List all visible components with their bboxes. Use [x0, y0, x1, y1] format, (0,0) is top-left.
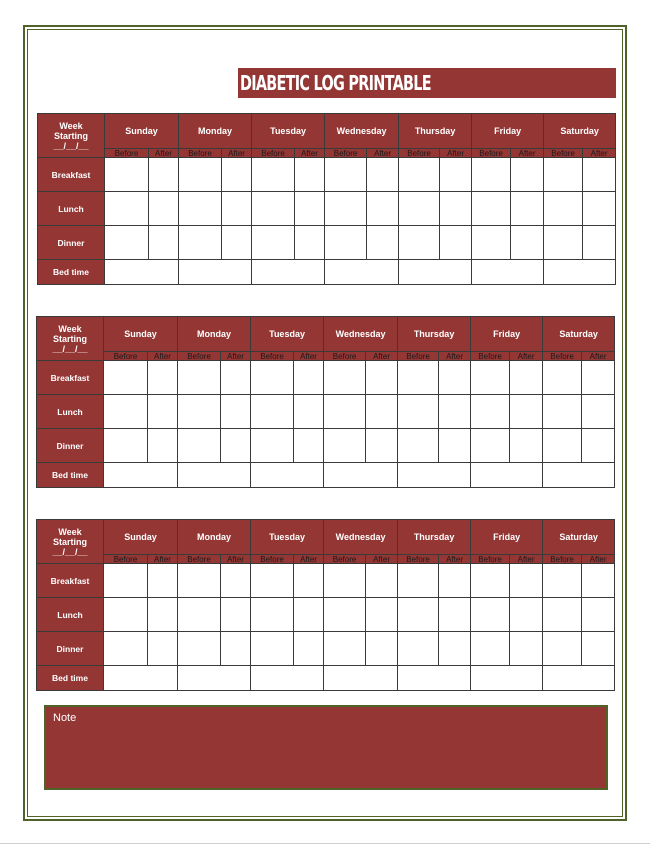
- reading-cell-before[interactable]: [472, 158, 511, 192]
- reading-cell-after[interactable]: [366, 361, 398, 395]
- reading-cell-before[interactable]: [398, 598, 439, 632]
- after-label: After: [148, 352, 178, 361]
- log-table-2: [36, 316, 615, 488]
- reading-cell-after[interactable]: [148, 361, 178, 395]
- after-label: After: [148, 555, 178, 564]
- week-label-line: Week: [59, 120, 83, 131]
- reading-cell-before[interactable]: [543, 564, 582, 598]
- reading-cell-after[interactable]: [582, 632, 615, 666]
- bedtime-cell[interactable]: [398, 463, 471, 488]
- reading-cell-after[interactable]: [510, 632, 543, 666]
- week-label-line: Week: [58, 526, 82, 537]
- after-label: After: [221, 555, 251, 564]
- reading-cell-after[interactable]: [295, 192, 325, 226]
- before-label: Before: [324, 555, 366, 564]
- meal-row-breakfast: [37, 564, 615, 598]
- reading-cell-after[interactable]: [149, 226, 179, 260]
- before-label: Before: [399, 149, 440, 158]
- reading-cell-before[interactable]: [471, 395, 510, 429]
- after-label: After: [510, 352, 543, 361]
- reading-cell-after[interactable]: [510, 564, 543, 598]
- reading-cell-after[interactable]: [366, 564, 398, 598]
- before-label: Before: [324, 352, 366, 361]
- day-header-monday: Monday: [179, 114, 252, 149]
- meal-label: Lunch: [37, 395, 104, 429]
- note-box[interactable]: [44, 705, 608, 790]
- reading-cell-before[interactable]: [251, 598, 294, 632]
- reading-cell-before[interactable]: [471, 361, 510, 395]
- reading-cell-before[interactable]: [399, 158, 440, 192]
- week-starting-label: [38, 114, 105, 158]
- bedtime-cell[interactable]: [544, 260, 616, 285]
- bedtime-cell[interactable]: [472, 260, 544, 285]
- reading-cell-before[interactable]: [178, 361, 221, 395]
- bedtime-cell[interactable]: [471, 463, 543, 488]
- reading-cell-after[interactable]: [149, 158, 179, 192]
- reading-cell-before[interactable]: [544, 226, 583, 260]
- bedtime-cell[interactable]: [178, 463, 251, 488]
- meal-label: Breakfast: [37, 361, 104, 395]
- reading-cell-before[interactable]: [472, 226, 511, 260]
- reading-cell-before[interactable]: [324, 395, 366, 429]
- meal-label: Dinner: [37, 632, 104, 666]
- before-label: Before: [105, 149, 149, 158]
- reading-cell-before[interactable]: [104, 361, 148, 395]
- reading-cell-after[interactable]: [149, 192, 179, 226]
- after-label: After: [367, 149, 399, 158]
- reading-cell-before[interactable]: [251, 429, 294, 463]
- reading-cell-after[interactable]: [366, 429, 398, 463]
- reading-cell-after[interactable]: [294, 632, 324, 666]
- reading-cell-before[interactable]: [544, 192, 583, 226]
- reading-cell-after[interactable]: [295, 158, 325, 192]
- before-label: Before: [252, 149, 295, 158]
- day-header-wednesday: Wednesday: [324, 520, 398, 555]
- reading-cell-after[interactable]: [148, 598, 178, 632]
- reading-cell-before[interactable]: [325, 226, 367, 260]
- meal-row-bedtime: [37, 666, 615, 691]
- before-label: Before: [543, 352, 582, 361]
- after-label: After: [439, 352, 471, 361]
- reading-cell-after[interactable]: [511, 226, 544, 260]
- before-label: Before: [325, 149, 367, 158]
- bedtime-cell[interactable]: [251, 463, 324, 488]
- after-label: After: [583, 149, 616, 158]
- day-header-tuesday: Tuesday: [252, 114, 325, 149]
- bedtime-cell[interactable]: [398, 666, 471, 691]
- bedtime-cell[interactable]: [105, 260, 179, 285]
- reading-cell-before[interactable]: [179, 158, 222, 192]
- reading-cell-before[interactable]: [178, 395, 221, 429]
- reading-cell-after[interactable]: [583, 158, 616, 192]
- reading-cell-after[interactable]: [148, 632, 178, 666]
- after-label: After: [221, 352, 251, 361]
- before-label: Before: [178, 555, 221, 564]
- meal-row-dinner: [37, 429, 615, 463]
- reading-cell-before[interactable]: [543, 395, 582, 429]
- after-label: After: [582, 352, 615, 361]
- after-label: After: [149, 149, 179, 158]
- before-label: Before: [251, 555, 294, 564]
- day-header-thursday: Thursday: [398, 317, 471, 352]
- reading-cell-after[interactable]: [582, 598, 615, 632]
- reading-cell-after[interactable]: [367, 192, 399, 226]
- day-header-sunday: Sunday: [104, 520, 178, 555]
- reading-cell-before[interactable]: [178, 564, 221, 598]
- reading-cell-before[interactable]: [471, 632, 510, 666]
- week-label-line: Week: [58, 323, 82, 334]
- reading-cell-after[interactable]: [583, 226, 616, 260]
- bedtime-label: Bed time: [37, 666, 104, 691]
- day-header-tuesday: Tuesday: [251, 317, 324, 352]
- reading-cell-after[interactable]: [294, 361, 324, 395]
- bedtime-cell[interactable]: [324, 666, 398, 691]
- reading-cell-before[interactable]: [398, 564, 439, 598]
- reading-cell-after[interactable]: [510, 361, 543, 395]
- before-label: Before: [398, 352, 439, 361]
- reading-cell-after[interactable]: [148, 395, 178, 429]
- meal-label: Breakfast: [37, 564, 104, 598]
- after-label: After: [582, 555, 615, 564]
- after-label: After: [294, 555, 324, 564]
- day-header-monday: Monday: [178, 520, 251, 555]
- week-label-line: Starting: [52, 333, 87, 344]
- before-label: Before: [471, 352, 510, 361]
- reading-cell-after[interactable]: [439, 598, 471, 632]
- reading-cell-before[interactable]: [399, 192, 440, 226]
- meal-row-lunch: [37, 598, 615, 632]
- bedtime-label: Bed time: [37, 463, 104, 488]
- reading-cell-after[interactable]: [583, 192, 616, 226]
- reading-cell-after[interactable]: [221, 632, 251, 666]
- log-table-3: [36, 519, 615, 691]
- bedtime-cell[interactable]: [251, 666, 324, 691]
- day-header-friday: Friday: [471, 317, 543, 352]
- reading-cell-before[interactable]: [251, 395, 294, 429]
- day-header-saturday: Saturday: [543, 520, 615, 555]
- reading-cell-before[interactable]: [324, 598, 366, 632]
- meal-row-dinner: [37, 632, 615, 666]
- bedtime-cell[interactable]: [543, 666, 615, 691]
- before-label: Before: [104, 352, 148, 361]
- reading-cell-before[interactable]: [105, 158, 149, 192]
- before-label: Before: [104, 555, 148, 564]
- reading-cell-after[interactable]: [221, 429, 251, 463]
- reading-cell-before[interactable]: [179, 226, 222, 260]
- reading-cell-before[interactable]: [544, 158, 583, 192]
- reading-cell-before[interactable]: [543, 632, 582, 666]
- reading-cell-after[interactable]: [510, 598, 543, 632]
- week-label-line: __/__/__: [52, 343, 88, 354]
- reading-cell-after[interactable]: [294, 429, 324, 463]
- reading-cell-after[interactable]: [511, 192, 544, 226]
- week-starting-label: [37, 317, 104, 361]
- meal-row-lunch: [37, 395, 615, 429]
- meal-label: Dinner: [38, 226, 105, 260]
- reading-cell-before[interactable]: [104, 632, 148, 666]
- reading-cell-after[interactable]: [221, 361, 251, 395]
- reading-cell-before[interactable]: [324, 361, 366, 395]
- bedtime-cell[interactable]: [543, 463, 615, 488]
- week-label-line: Starting: [53, 130, 88, 141]
- reading-cell-before[interactable]: [543, 429, 582, 463]
- reading-cell-before[interactable]: [251, 632, 294, 666]
- reading-cell-after[interactable]: [440, 226, 472, 260]
- before-label: Before: [179, 149, 222, 158]
- reading-cell-after[interactable]: [439, 564, 471, 598]
- reading-cell-before[interactable]: [398, 429, 439, 463]
- day-header-saturday: Saturday: [543, 317, 615, 352]
- reading-cell-before[interactable]: [399, 226, 440, 260]
- reading-cell-after[interactable]: [366, 598, 398, 632]
- meal-row-bedtime: [37, 463, 615, 488]
- bedtime-cell[interactable]: [471, 666, 543, 691]
- log-table-1: [37, 113, 616, 285]
- reading-cell-after[interactable]: [511, 158, 544, 192]
- before-label: Before: [472, 149, 511, 158]
- reading-cell-after[interactable]: [294, 564, 324, 598]
- reading-cell-after[interactable]: [440, 192, 472, 226]
- reading-cell-after[interactable]: [222, 226, 252, 260]
- bedtime-cell[interactable]: [104, 666, 178, 691]
- reading-cell-after[interactable]: [367, 226, 399, 260]
- after-label: After: [295, 149, 325, 158]
- day-header-friday: Friday: [471, 520, 543, 555]
- after-label: After: [366, 352, 398, 361]
- reading-cell-before[interactable]: [178, 632, 221, 666]
- meal-row-lunch: [38, 192, 616, 226]
- reading-cell-before[interactable]: [398, 361, 439, 395]
- meal-label: Lunch: [38, 192, 105, 226]
- day-header-thursday: Thursday: [399, 114, 472, 149]
- reading-cell-after[interactable]: [440, 158, 472, 192]
- reading-cell-before[interactable]: [472, 192, 511, 226]
- reading-cell-before[interactable]: [179, 192, 222, 226]
- reading-cell-before[interactable]: [252, 158, 295, 192]
- reading-cell-before[interactable]: [324, 632, 366, 666]
- bedtime-cell[interactable]: [399, 260, 472, 285]
- reading-cell-before[interactable]: [543, 598, 582, 632]
- reading-cell-before[interactable]: [104, 429, 148, 463]
- before-label: Before: [398, 555, 439, 564]
- day-header-wednesday: Wednesday: [324, 317, 398, 352]
- reading-cell-after[interactable]: [510, 395, 543, 429]
- reading-cell-before[interactable]: [178, 429, 221, 463]
- reading-cell-before[interactable]: [104, 598, 148, 632]
- reading-cell-after[interactable]: [295, 226, 325, 260]
- before-label: Before: [543, 555, 582, 564]
- week-label-line: __/__/__: [52, 546, 88, 557]
- reading-cell-before[interactable]: [252, 192, 295, 226]
- after-label: After: [366, 555, 398, 564]
- after-label: After: [222, 149, 252, 158]
- day-header-saturday: Saturday: [544, 114, 616, 149]
- reading-cell-before[interactable]: [398, 395, 439, 429]
- reading-cell-after[interactable]: [582, 564, 615, 598]
- reading-cell-after[interactable]: [294, 598, 324, 632]
- meal-label: Breakfast: [38, 158, 105, 192]
- title-banner: [238, 68, 616, 98]
- day-header-sunday: Sunday: [104, 317, 178, 352]
- after-label: After: [440, 149, 472, 158]
- reading-cell-after[interactable]: [439, 632, 471, 666]
- reading-cell-after[interactable]: [222, 192, 252, 226]
- reading-cell-before[interactable]: [104, 395, 148, 429]
- reading-cell-before[interactable]: [251, 361, 294, 395]
- bedtime-cell[interactable]: [179, 260, 252, 285]
- week-starting-label: [37, 520, 104, 564]
- meal-label: Lunch: [37, 598, 104, 632]
- reading-cell-before[interactable]: [105, 226, 149, 260]
- week-label-line: Starting: [52, 536, 87, 547]
- reading-cell-before[interactable]: [543, 361, 582, 395]
- reading-cell-before[interactable]: [325, 158, 367, 192]
- reading-cell-after[interactable]: [221, 564, 251, 598]
- reading-cell-after[interactable]: [366, 632, 398, 666]
- reading-cell-after[interactable]: [439, 395, 471, 429]
- day-header-sunday: Sunday: [105, 114, 179, 149]
- week-label-line: __/__/__: [53, 140, 89, 151]
- reading-cell-after[interactable]: [148, 564, 178, 598]
- reading-cell-before[interactable]: [398, 632, 439, 666]
- day-header-wednesday: Wednesday: [325, 114, 399, 149]
- day-header-friday: Friday: [472, 114, 544, 149]
- meal-row-breakfast: [38, 158, 616, 192]
- reading-cell-after[interactable]: [221, 395, 251, 429]
- meal-row-dinner: [38, 226, 616, 260]
- meal-row-bedtime: [38, 260, 616, 285]
- reading-cell-before[interactable]: [105, 192, 149, 226]
- reading-cell-after[interactable]: [510, 429, 543, 463]
- reading-cell-after[interactable]: [294, 395, 324, 429]
- reading-cell-before[interactable]: [252, 226, 295, 260]
- reading-cell-after[interactable]: [582, 429, 615, 463]
- reading-cell-before[interactable]: [471, 429, 510, 463]
- bedtime-cell[interactable]: [325, 260, 399, 285]
- page-title: DIABETIC LOG PRINTABLE: [240, 71, 431, 95]
- reading-cell-before[interactable]: [325, 192, 367, 226]
- after-label: After: [511, 149, 544, 158]
- before-label: Before: [251, 352, 294, 361]
- reading-cell-after[interactable]: [221, 598, 251, 632]
- day-header-tuesday: Tuesday: [251, 520, 324, 555]
- reading-cell-before[interactable]: [104, 564, 148, 598]
- reading-cell-after[interactable]: [439, 429, 471, 463]
- meal-row-breakfast: [37, 361, 615, 395]
- reading-cell-after[interactable]: [148, 429, 178, 463]
- reading-cell-before[interactable]: [324, 564, 366, 598]
- bedtime-cell[interactable]: [324, 463, 398, 488]
- day-header-thursday: Thursday: [398, 520, 471, 555]
- reading-cell-before[interactable]: [324, 429, 366, 463]
- reading-cell-after[interactable]: [582, 395, 615, 429]
- reading-cell-before[interactable]: [251, 564, 294, 598]
- reading-cell-after[interactable]: [366, 395, 398, 429]
- reading-cell-before[interactable]: [471, 564, 510, 598]
- reading-cell-before[interactable]: [471, 598, 510, 632]
- reading-cell-after[interactable]: [439, 361, 471, 395]
- bedtime-cell[interactable]: [104, 463, 178, 488]
- bedtime-cell[interactable]: [178, 666, 251, 691]
- day-header-monday: Monday: [178, 317, 251, 352]
- before-label: Before: [471, 555, 510, 564]
- reading-cell-after[interactable]: [222, 158, 252, 192]
- page-edge-line: [0, 843, 650, 844]
- bedtime-cell[interactable]: [252, 260, 325, 285]
- after-label: After: [439, 555, 471, 564]
- before-label: Before: [178, 352, 221, 361]
- before-label: Before: [544, 149, 583, 158]
- after-label: After: [294, 352, 324, 361]
- reading-cell-after[interactable]: [582, 361, 615, 395]
- note-label: Note: [53, 712, 77, 724]
- reading-cell-after[interactable]: [367, 158, 399, 192]
- meal-label: Dinner: [37, 429, 104, 463]
- after-label: After: [510, 555, 543, 564]
- reading-cell-before[interactable]: [178, 598, 221, 632]
- bedtime-label: Bed time: [38, 260, 105, 285]
